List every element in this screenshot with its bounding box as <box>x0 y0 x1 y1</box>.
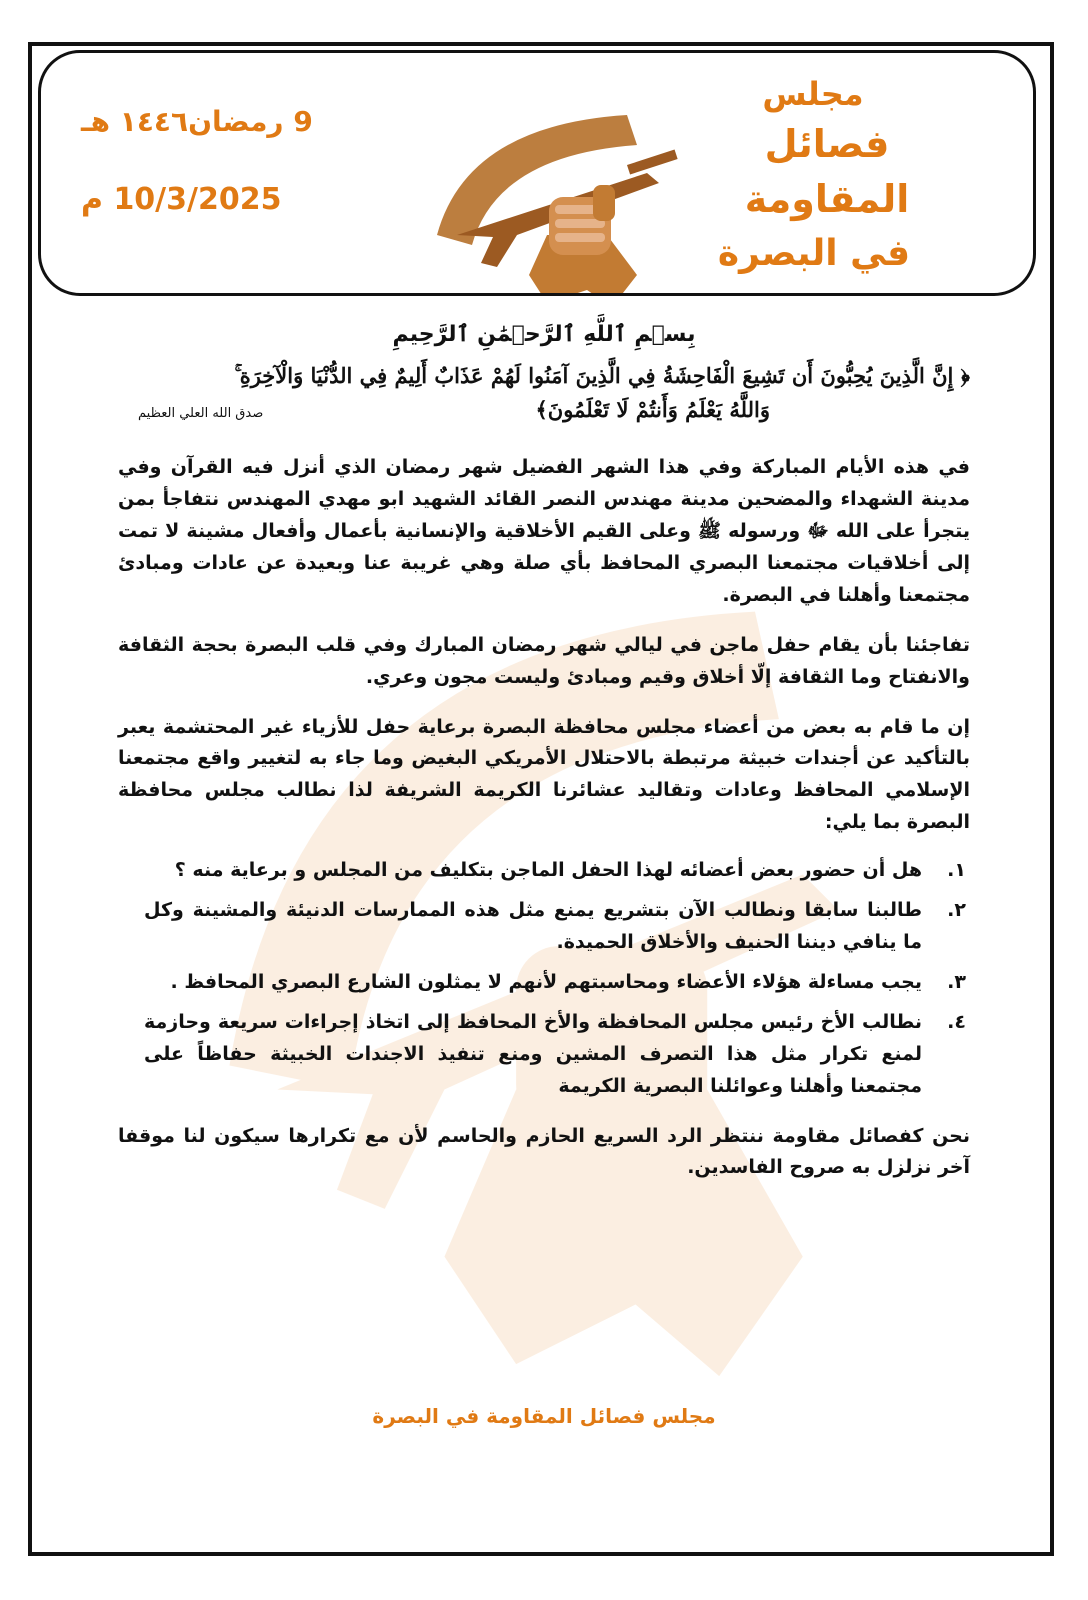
list-item-number: ١. <box>947 859 966 882</box>
date-block <box>81 105 381 217</box>
paragraph-2: تفاجئنا بأن يقام حفل ماجن في ليالي شهر رمضان المبارك وفي قلب البصرة بحجة الثقافة والانفتاح وما الثقافة إلّا أخلاق وقيم ومبادئ وليست مجون وعري. <box>118 633 970 688</box>
org-name-line-1: مجلس <box>762 75 864 113</box>
org-name-line-3: في البصرة <box>717 232 911 274</box>
list-item-text: هل أن حضور بعض أعضائه لهذا الحفل الماجن بتكليف من المجلس و برعاية منه ؟ <box>174 859 922 882</box>
quran-verse <box>118 359 970 426</box>
list-item-text: نطالب الأخ رئيس مجلس المحافظة والأخ المحافظ إلى اتخاذ إجراءات سريعة وحازمة لمنع تكرار مثل هذا التصرف المشين ومنع تنفيذ الاجندات الخبيثة حفاظاً على مجتمعنا وأهلنا وعوائلنا البصرية الكريمة <box>144 1010 922 1097</box>
list-item <box>118 1007 970 1103</box>
basmala: بِسۡمِ ٱللَّهِ ٱلرَّحۡمَٰنِ ٱلرَّحِيمِ <box>392 322 696 347</box>
org-name-line-2: فصائل المقاومة <box>744 122 910 222</box>
date-gregorian: 10/3/2025 م <box>81 182 282 217</box>
list-item <box>118 895 970 959</box>
paragraph-1: في هذه الأيام المباركة وفي هذا الشهر الفضيل شهر رمضان الذي أنزل فيه القرآن وفي مدينة الشهداء والمضحين مدينة مهندس النصر القائد الشهيد ابو مهدي المهندس نتفاجأ بمن يتجرأ على الله ﷻ ورسوله ﷺ وعلى القيم الأخلاقية والإنسانية بأعمال وأفعال مشينة لا تمت إلى أخلاقيات مجتمعنا البصري المحافظ بأي صلة وهي غريبة عنا وبعيدة عن عادات ومبادئ مجتمعنا وأهلنا في البصرة. <box>118 456 970 606</box>
signature: مجلس فصائل المقاومة في البصرة <box>372 1404 716 1428</box>
verse-line-1: ﴿ إِنَّ الَّذِينَ يُحِبُّونَ أَن تَشِيعَ الْفَاحِشَةُ فِي الَّذِينَ آمَنُوا لَهُمْ عَذَابٌ أَلِيمٌ فِي الدُّنْيَا وَالْآخِرَةِ ۚ <box>234 363 970 388</box>
resistance-council-emblem-icon <box>397 85 717 296</box>
letterhead <box>38 50 1036 296</box>
date-hijri: 9 رمضان١٤٤٦ هـ <box>81 105 313 138</box>
organization-name <box>677 71 977 280</box>
demands-list <box>118 855 970 1102</box>
closing-paragraph: نحن كفصائل مقاومة ننتظر الرد السريع الحازم والحاسم لأن مع تكرارها سيكون لنا موقفا آخر نزلزل به صروح الفاسدين. <box>118 1124 970 1179</box>
verse-line-2: وَاللَّهُ يَعْلَمُ وَأَنتُمْ لَا تَعْلَمُونَ﴾ <box>535 396 770 422</box>
paragraph-3: إن ما قام به بعض من أعضاء مجلس محافظة البصرة برعاية حفل للأزياء غير المحتشمة يعبر بالتأكيد عن أجندات خبيثة مرتبطة بالاحتلال الأمريكي البغيض وما جاء به لتغيير واقع مجتمعنا الإسلامي المحافظ وعادات وتقاليد عشائرنا الكريمة الشريفة لذا نطالب مجلس محافظة البصرة بما يلي: <box>118 715 970 834</box>
list-item-number: ٢. <box>947 899 966 922</box>
verse-attribution: صدق الله العلي العظيم <box>138 405 264 421</box>
list-item-number: ٤. <box>947 1010 966 1033</box>
letter-body <box>118 312 970 1184</box>
list-item-number: ٣. <box>947 970 966 993</box>
list-item-text: طالبنا سابقا ونطالب الآن بتشريع يمنع مثل هذه الممارسات الدنيئة والمشينة وكل ما ينافي ديننا الحنيف والأخلاق الحميدة. <box>144 899 922 953</box>
list-item-text: يجب مساءلة هؤلاء الأعضاء ومحاسبتهم لأنهم لا يمثلون الشارع البصري المحافظ . <box>170 970 922 993</box>
list-item <box>118 967 970 999</box>
list-item <box>118 855 970 887</box>
